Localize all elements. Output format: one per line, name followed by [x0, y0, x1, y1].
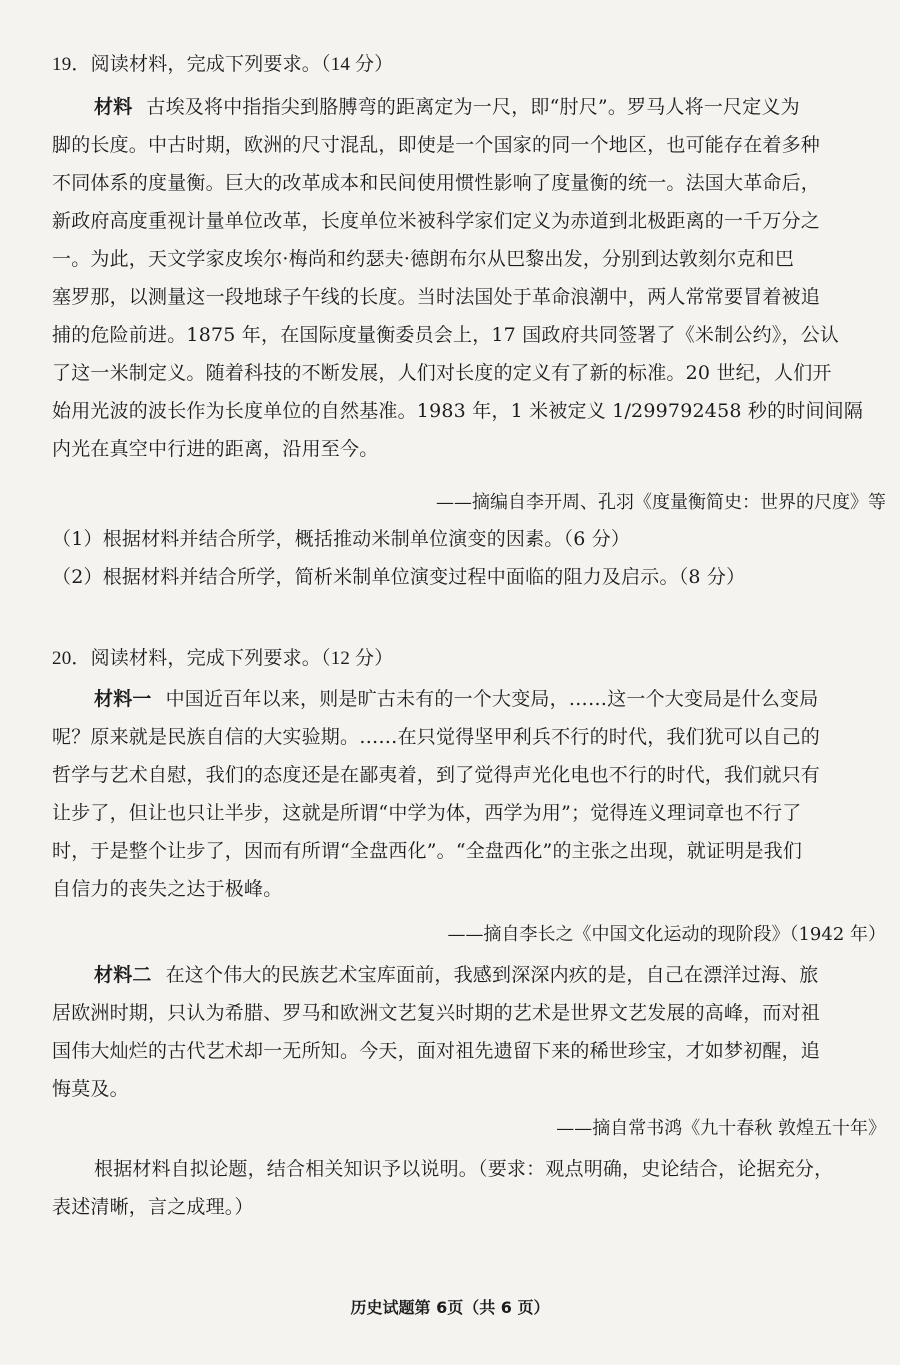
q19-subquestion-1: （1）根据材料并结合所学，概括推动米制单位演变的因素。（6 分）	[52, 528, 631, 550]
q19-material-line: 脚的长度。中古时期，欧洲的尺寸混乱，即使是一个国家的同一个地区，也可能存在着多种	[52, 134, 821, 156]
q20-requirement-line: 根据材料自拟论题，结合相关知识予以说明。（要求：观点明确，史论结合，论据充分，	[94, 1158, 834, 1180]
page-footer: 历史试题第 6页（共 6 页）	[350, 1298, 550, 1317]
q20-material2-label: 材料二	[94, 964, 152, 986]
q20-material1-line	[94, 686, 888, 712]
q20-m1-text: 中国近百年以来，则是旷古未有的一个大变局，……这一个大变局是什么变局	[165, 688, 819, 710]
q19-subquestion-2: （2）根据材料并结合所学，简析米制单位演变过程中面临的阻力及启示。（8 分）	[52, 566, 746, 588]
q20-material1-line: 让步了，但让也只让半步，这就是所谓“中学为体，西学为用”；觉得连义理词章也不行了	[52, 802, 802, 824]
q19-material-line	[94, 94, 888, 120]
q20-material1-line: 哲学与艺术自慰，我们的态度还是在鄙夷着，到了觉得声光化电也不行的时代，我们就只有	[52, 764, 821, 786]
q20-material2-line: 国伟大灿烂的古代艺术却一无所知。今天，面对祖先遗留下来的稀世珍宝，才如梦初醒，追	[52, 1040, 821, 1062]
q19-material-line: 新政府高度重视计量单位改革，长度单位米被科学家们定义为赤道到北极距离的一千万分之	[52, 210, 821, 232]
q20-material1-label: 材料一	[94, 688, 152, 710]
q19-material-line: 塞罗那，以测量这一段地球子午线的长度。当时法国处于革命浪潮中，两人常常要冒着被追	[52, 286, 821, 308]
q19-material-line: 了这一米制定义。随着科技的不断发展，人们对长度的定义有了新的标准。20 世纪，人们开	[52, 362, 832, 384]
q19-material-line: 内光在真空中行进的距离，沿用至今。	[52, 438, 379, 460]
q19-material-line: 不同体系的度量衡。巨大的改革成本和民间使用惯性影响了度量衡的统一。法国大革命后，	[52, 172, 821, 194]
q20-material2-line: 悔莫及。	[52, 1078, 129, 1100]
q19-material-line: 始用光波的波长作为长度单位的自然基准。1983 年，1 米被定义 1/299792458 秒的时间间隔	[52, 400, 864, 422]
q20-material2-line	[94, 962, 888, 988]
q19-text: 古埃及将中指指尖到胳膊弯的距离定为一尺，即“肘尺”。罗马人将一尺定义为	[146, 96, 800, 118]
question-20-title: 20．阅读材料，完成下列要求。（12 分）	[52, 648, 394, 669]
q20-m2-text: 在这个伟大的民族艺术宝库面前，我感到深深内疚的是，自己在漂洋过海、旅	[165, 964, 819, 986]
q19-material-line: 一。为此，天文学家皮埃尔·梅尚和约瑟夫·德朗布尔从巴黎出发，分别到达敦刻尔克和巴	[52, 248, 795, 270]
q20-material1-line: 呢？原来就是民族自信的大实验期。……在只觉得坚甲利兵不行的时代，我们犹可以自己的	[52, 726, 821, 748]
q19-material-line: 捕的危险前进。1875 年，在国际度量衡委员会上，17 国政府共同签署了《米制公约》，公认	[52, 324, 840, 346]
question-19-title: 19．阅读材料，完成下列要求。（14 分）	[52, 54, 394, 75]
q20-requirement-line: 表述清晰，言之成理。）	[52, 1196, 254, 1218]
q20-material2-line: 居欧洲时期，只认为希腊、罗马和欧洲文艺复兴时期的艺术是世界文艺发展的高峰，而对祖	[52, 1002, 821, 1024]
q20-material1-source: ——摘自李长之《中国文化运动的现阶段》（1942 年）	[447, 924, 886, 945]
q20-material1-line: 自信力的丧失之达于极峰。	[52, 878, 283, 900]
q20-material2-source: ——摘自常书鸿《九十春秋 敦煌五十年》	[556, 1118, 886, 1139]
q19-material-label: 材料	[94, 96, 133, 118]
q20-material1-line: 时，于是整个让步了，因而有所谓“全盘西化”。“全盘西化”的主张之出现，就证明是我们	[52, 840, 803, 862]
q19-source: ——摘编自李开周、孔羽《度量衡简史：世界的尺度》等	[436, 492, 886, 513]
